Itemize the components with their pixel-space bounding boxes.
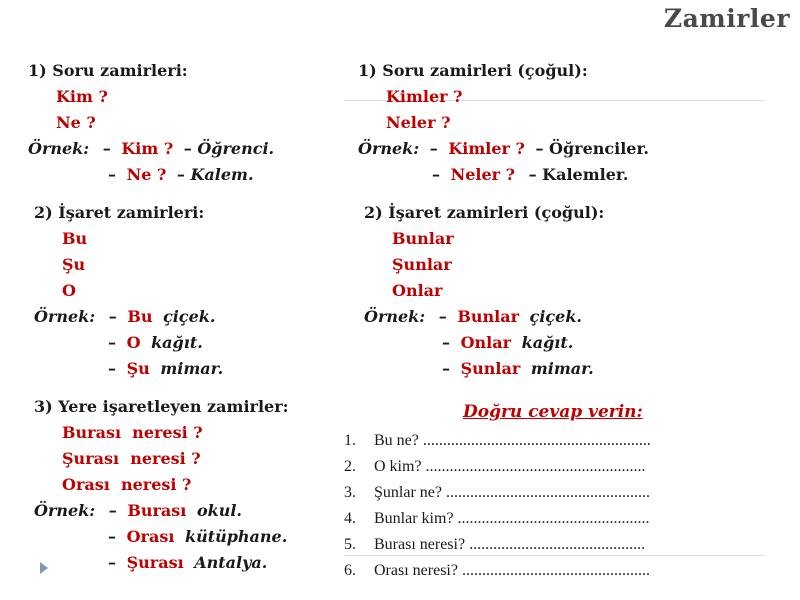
quiz-number: 4. [344,510,356,527]
example-pronoun: Şunlar [460,359,521,378]
quiz-item [344,454,651,480]
section-soru-zamirleri [28,58,274,188]
quiz-question: O kim? ....................................................... [374,458,646,475]
quiz-question: Şunlar ne? ................................................... [374,484,650,501]
dash: – [108,527,116,546]
section-heading: 3) Yere işaretleyen zamirler: [34,397,289,416]
dash: – [108,165,116,184]
example-answer: çiçek. [163,307,216,326]
example-answer: mimar. [160,359,224,378]
example-answer: Antalya. [194,553,268,572]
section-heading: 1) Soru zamirleri (çoğul): [358,61,588,80]
pronoun-word: Bu [62,229,88,248]
example-answer: kağıt. [151,333,203,352]
example-pronoun: Kimler ? [448,139,525,158]
pronoun-word: Kimler ? [386,87,463,106]
example-pronoun: Şu [126,359,150,378]
example-answer: kütüphane. [184,527,288,546]
example-answer: kağıt. [521,333,574,352]
quiz-item [344,558,651,584]
quiz-number: 5. [344,536,356,553]
quiz-item [344,480,651,506]
quiz-question: Orası neresi? ............................................... [374,562,650,579]
pronoun-word: Neler ? [386,113,451,132]
section-heading: 2) İşaret zamirleri (çoğul): [364,203,605,222]
pronoun-word: Bunlar [392,229,454,248]
example-pronoun: Onlar [460,333,512,352]
example-label: Örnek: [28,139,90,158]
example-label: Örnek: [364,307,426,326]
next-slide-arrow-icon[interactable] [40,562,48,574]
pronoun-word: Onlar [392,281,443,300]
example-pronoun: Ne ? [126,165,167,184]
section-yer-zamirleri [34,394,289,576]
quiz-number: 1. [344,432,356,449]
quiz-number: 6. [344,562,356,579]
section-heading: 1) Soru zamirleri: [28,61,188,80]
quiz-item [344,532,651,558]
example-answer: – Kalem. [176,165,254,184]
section-soru-zamirleri-cogul [358,58,649,188]
quiz-number: 2. [344,458,356,475]
pronoun-word: Ne ? [56,113,96,132]
quiz-item [344,428,651,454]
quiz-question: Bu ne? ......................................................... [374,432,651,449]
dash: – [108,307,117,326]
pronoun-word: O [62,281,76,300]
example-pronoun: Şurası [126,553,184,572]
example-answer: – Öğrenci. [183,139,275,158]
pronoun-word: Şurası neresi ? [62,449,201,468]
pronoun-word: Orası neresi ? [62,475,192,494]
dash: – [429,139,438,158]
example-pronoun: Orası [126,527,175,546]
quiz-number: 3. [344,484,356,501]
example-pronoun: Neler ? [450,165,516,184]
example-answer: okul. [196,501,242,520]
dash: – [438,307,447,326]
quiz-title: Doğru cevap verin: [463,402,643,422]
example-pronoun: O [126,333,141,352]
dash: – [432,165,440,184]
section-heading: 2) İşaret zamirleri: [34,203,205,222]
example-answer: – Öğrenciler. [535,139,649,158]
example-answer: çiçek. [529,307,582,326]
example-label: Örnek: [358,139,420,158]
dash: – [108,553,116,572]
example-pronoun: Bu [127,307,153,326]
section-isaret-zamirleri-cogul [364,200,604,382]
example-answer: – Kalemler. [528,165,629,184]
page-title: Zamirler [663,4,790,33]
dash: – [442,333,450,352]
pronoun-word: Şunlar [392,255,452,274]
pronoun-word: Kim ? [56,87,108,106]
dash: – [442,359,450,378]
dash: – [102,139,111,158]
quiz-question: Burası neresi? ............................................ [374,536,646,553]
example-pronoun: Burası [127,501,187,520]
quiz-item [344,506,651,532]
dash: – [108,333,116,352]
example-pronoun: Bunlar [457,307,519,326]
quiz-question: Bunlar kim? ................................................ [374,510,650,527]
pronoun-word: Burası neresi ? [62,423,203,442]
example-pronoun: Kim ? [121,139,174,158]
dash: – [108,359,116,378]
example-answer: mimar. [530,359,594,378]
quiz-list [344,428,651,584]
pronoun-word: Şu [62,255,86,274]
example-label: Örnek: [34,307,96,326]
example-label: Örnek: [34,501,96,520]
section-isaret-zamirleri [34,200,223,382]
dash: – [108,501,117,520]
